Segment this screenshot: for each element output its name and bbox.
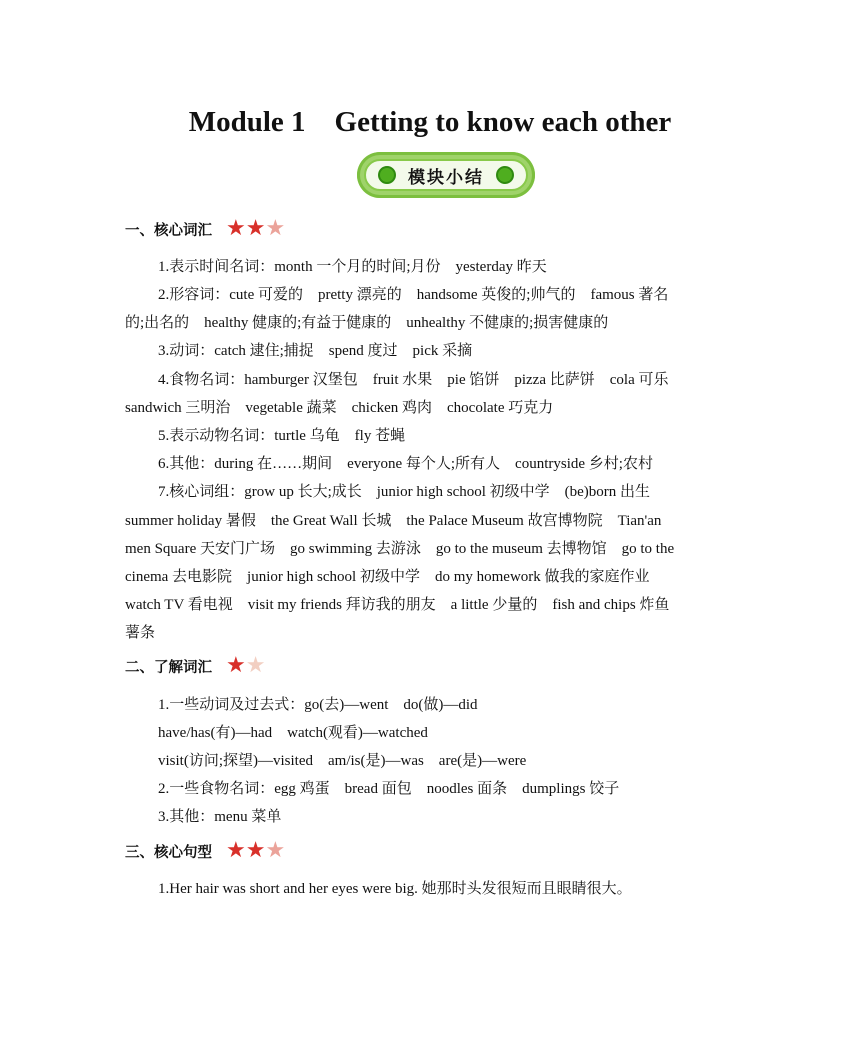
star-icon: ★ [245,838,266,863]
vocab-line: 1.表示时间名词：month 一个月的时间;月份 yesterday 昨天 [158,259,547,275]
half-star-icon: ★ [265,838,286,863]
badge-label: 模块小结 [408,167,484,188]
vocab-line: have/has(有)—had watch(观看)—watched [158,725,428,741]
vocab-line: 6.其他：during 在……期间 everyone 每个人;所有人 countryside 乡村;农村 [158,456,653,472]
section-heading-core-sentences [125,840,285,862]
vocab-line: 的;出名的 healthy 健康的;有益于健康的 unhealthy 不健康的;损害健康的 [125,315,609,331]
vocab-line: 1.一些动词及过去式：go(去)—went do(做)—did [158,697,478,713]
section-heading-core-vocabulary [125,218,285,240]
vocab-line: 4.食物名词：hamburger 汉堡包 fruit 水果 pie 馅饼 pizza 比萨饼 cola 可乐 [158,372,669,388]
section-heading-known-vocabulary [125,655,265,677]
vocab-line: 7.核心词组：grow up 长大;成长 junior high school 初级中学 (be)born 出生 [158,484,651,500]
badge-inner [364,159,528,191]
section-heading-label: 二、了解词汇 [125,659,212,676]
vocab-line: men Square 天安门广场 go swimming 去游泳 go to the museum 去博物馆 go to the [125,541,675,557]
vocab-line: summer holiday 暑假 the Great Wall 长城 the Palace Museum 故宫博物院 Tian'an [125,513,662,529]
vocab-line: 2.一些食物名词：egg 鸡蛋 bread 面包 noodles 面条 dumplings 饺子 [158,781,620,797]
vocab-line: 2.形容词：cute 可爱的 pretty 漂亮的 handsome 英俊的;帅气的 famous 著名 [158,287,669,303]
half-star-icon: ★ [245,653,266,678]
page-title: Module 1 Getting to know each other [188,106,672,138]
module-summary-badge [357,152,535,198]
half-star-icon: ★ [265,216,286,241]
vocab-line: 5.表示动物名词：turtle 乌龟 fly 苍蝇 [158,428,406,444]
star-icon: ★ [245,216,266,241]
rating-stars [226,655,265,677]
vocab-line: 3.动词：catch 逮住;捕捉 spend 度过 pick 采摘 [158,343,473,359]
vocab-line: 薯条 [125,625,156,641]
section-heading-label: 一、核心词汇 [125,222,212,239]
vocab-line: 3.其他：menu 菜单 [158,809,282,825]
green-dot-icon [378,166,396,184]
section-heading-label: 三、核心句型 [125,844,212,861]
vocab-line: cinema 去电影院 junior high school 初级中学 do my homework 做我的家庭作业 [125,569,650,585]
rating-stars [226,840,285,862]
rating-stars [226,218,285,240]
green-dot-icon [496,166,514,184]
vocab-line: watch TV 看电视 visit my friends 拜访我的朋友 a little 少量的 fish and chips 炸鱼 [125,597,670,613]
star-icon: ★ [226,216,246,241]
sentence-line: 1.Her hair was short and her eyes were big. 她那时头发很短而且眼睛很大。 [158,881,632,897]
star-icon: ★ [226,653,246,678]
vocab-line: visit(访问;探望)—visited am/is(是)—was are(是)—were [158,753,527,769]
vocab-line: sandwich 三明治 vegetable 蔬菜 chicken 鸡肉 chocolate 巧克力 [125,400,554,416]
star-icon: ★ [226,838,246,863]
